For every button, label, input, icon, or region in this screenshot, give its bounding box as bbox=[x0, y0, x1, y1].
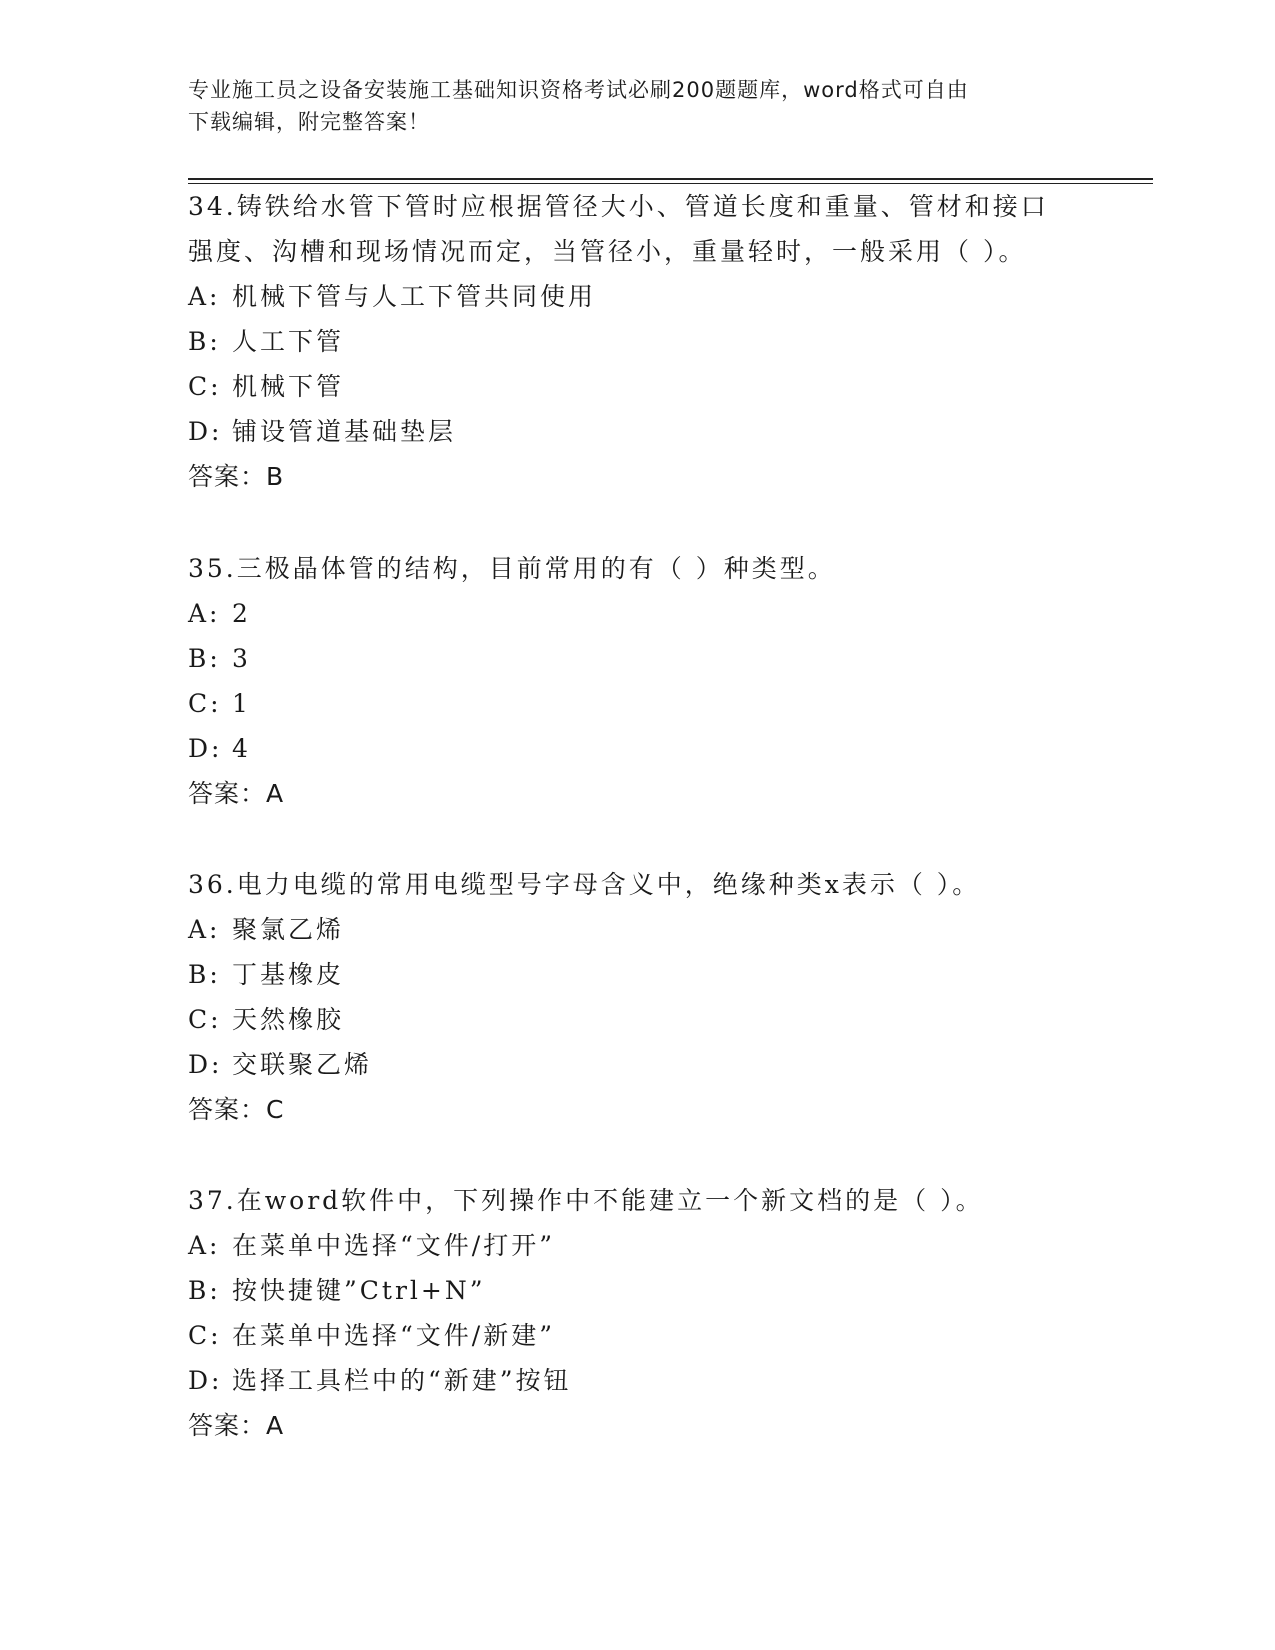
option-c bbox=[188, 364, 1088, 409]
option-text: 选择工具栏中的“新建”按钮 bbox=[232, 1366, 572, 1395]
question-36 bbox=[188, 862, 1088, 1132]
option-text: 机械下管 bbox=[232, 372, 345, 401]
option-text: 聚氯乙烯 bbox=[232, 915, 345, 944]
option-text: 铺设管道基础垫层 bbox=[232, 417, 457, 446]
question-text-line: 34.铸铁给水管下管时应根据管径大小、管道长度和重量、管材和接口 bbox=[188, 192, 1049, 221]
answer: 答案：A bbox=[188, 779, 285, 808]
option-d bbox=[188, 1358, 1088, 1403]
option-text: 机械下管与人工下管共同使用 bbox=[232, 282, 597, 311]
question-text-line: 36.电力电缆的常用电缆型号字母含义中，绝缘种类x表示（ ）。 bbox=[188, 870, 981, 899]
option-letter: D: bbox=[188, 1050, 223, 1079]
document-header bbox=[188, 74, 1068, 138]
option-b bbox=[188, 319, 1088, 364]
option-letter: D: bbox=[188, 734, 223, 763]
option-c bbox=[188, 997, 1088, 1042]
option-letter: D: bbox=[188, 1366, 223, 1395]
option-a bbox=[188, 274, 1088, 319]
option-letter: B: bbox=[188, 960, 221, 989]
answer: 答案：A bbox=[188, 1411, 285, 1440]
option-letter: A: bbox=[188, 599, 221, 628]
header-line-2: 下载编辑，附完整答案！ bbox=[188, 110, 430, 134]
option-text: 在菜单中选择“文件/打开” bbox=[232, 1231, 555, 1260]
question-text-line: 强度、沟槽和现场情况而定，当管径小，重量轻时，一般采用（ ）。 bbox=[188, 237, 1027, 266]
option-letter: B: bbox=[188, 644, 221, 673]
option-text: 2 bbox=[232, 599, 251, 628]
option-c bbox=[188, 1313, 1088, 1358]
option-text: 1 bbox=[232, 689, 251, 718]
option-c bbox=[188, 681, 1088, 726]
option-letter: C: bbox=[188, 372, 222, 401]
option-letter: A: bbox=[188, 915, 221, 944]
option-text: 人工下管 bbox=[232, 327, 345, 356]
option-d bbox=[188, 409, 1088, 454]
option-text: 天然橡胶 bbox=[232, 1005, 345, 1034]
option-text: 3 bbox=[232, 644, 251, 673]
option-letter: C: bbox=[188, 1005, 222, 1034]
option-text: 在菜单中选择“文件/新建” bbox=[232, 1321, 555, 1350]
question-text-line: 37.在word软件中，下列操作中不能建立一个新文档的是（ ）。 bbox=[188, 1186, 984, 1215]
option-text: 交联聚乙烯 bbox=[232, 1050, 373, 1079]
option-text: 丁基橡皮 bbox=[232, 960, 345, 989]
option-text: 4 bbox=[232, 734, 251, 763]
option-d bbox=[188, 726, 1088, 771]
option-letter: B: bbox=[188, 327, 221, 356]
question-37 bbox=[188, 1178, 1088, 1448]
option-b bbox=[188, 636, 1088, 681]
option-a bbox=[188, 907, 1088, 952]
answer: 答案：C bbox=[188, 1095, 285, 1124]
option-text: 按快捷键”Ctrl+N” bbox=[232, 1276, 486, 1305]
option-letter: A: bbox=[188, 282, 221, 311]
option-b bbox=[188, 1268, 1088, 1313]
option-letter: D: bbox=[188, 417, 223, 446]
question-text-line: 35.三极晶体管的结构，目前常用的有（ ）种类型。 bbox=[188, 554, 836, 583]
answer: 答案：B bbox=[188, 462, 285, 491]
option-letter: C: bbox=[188, 689, 222, 718]
option-a bbox=[188, 591, 1088, 636]
question-34 bbox=[188, 184, 1088, 499]
header-line-1: 专业施工员之设备安装施工基础知识资格考试必刷200题题库，word格式可自由 bbox=[188, 78, 969, 102]
option-letter: A: bbox=[188, 1231, 221, 1260]
option-a bbox=[188, 1223, 1088, 1268]
question-35 bbox=[188, 546, 1088, 816]
header-divider bbox=[188, 178, 1153, 180]
option-letter: B: bbox=[188, 1276, 221, 1305]
option-letter: C: bbox=[188, 1321, 222, 1350]
option-b bbox=[188, 952, 1088, 997]
option-d bbox=[188, 1042, 1088, 1087]
